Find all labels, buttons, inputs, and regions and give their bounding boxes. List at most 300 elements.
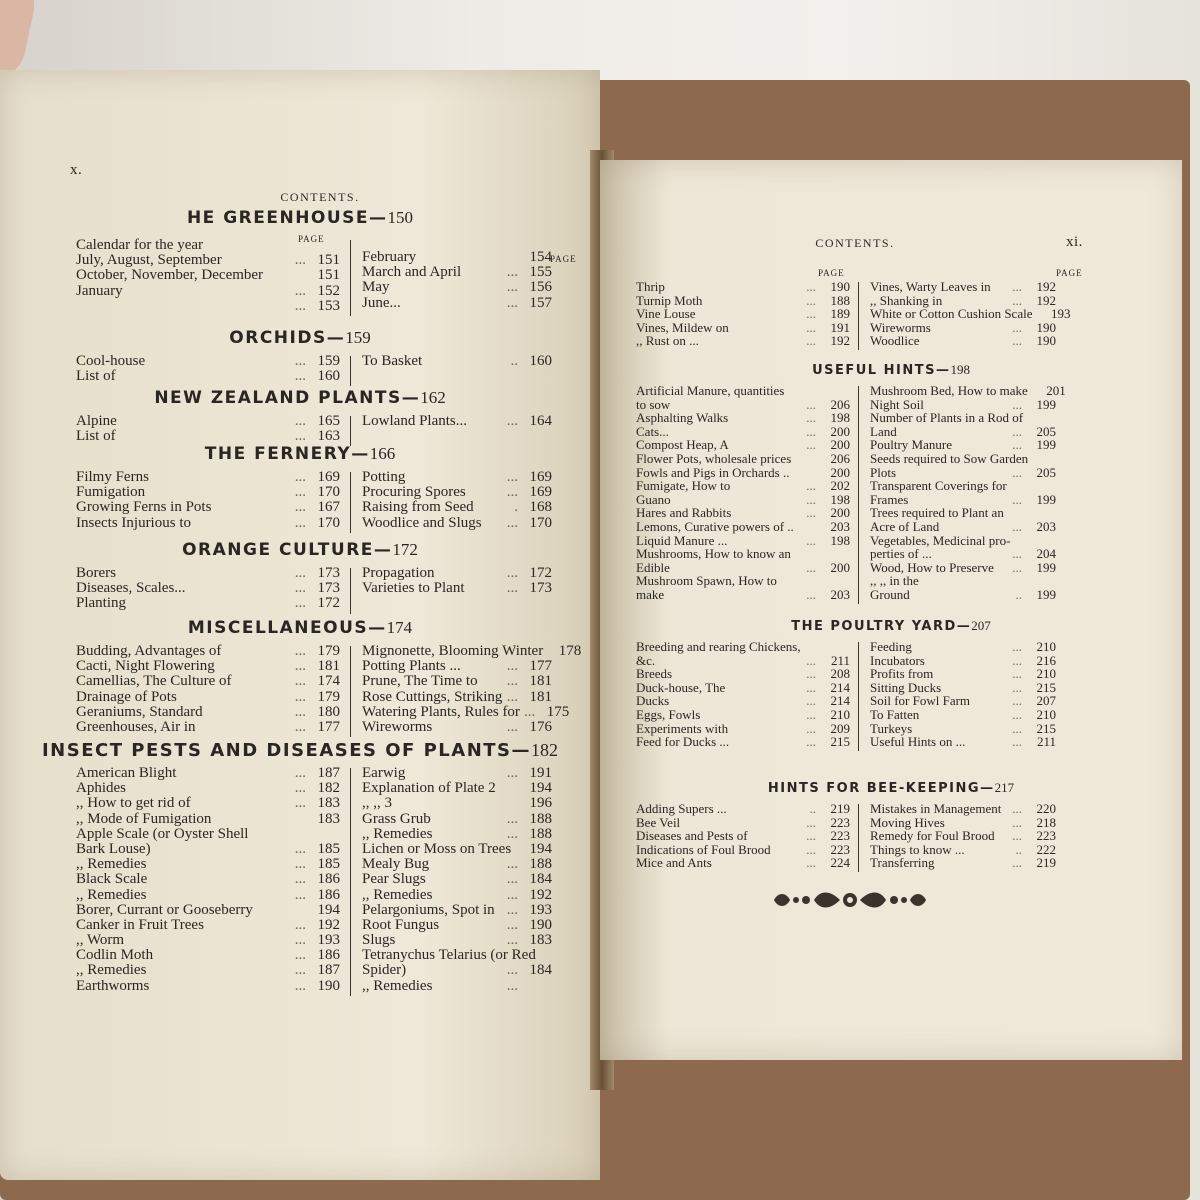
toc-entry-page: 202 (830, 478, 850, 494)
toc-entry (362, 690, 552, 705)
toc-column (362, 414, 552, 429)
toc-entry (362, 485, 552, 500)
toc-entry-page: 160 (529, 353, 552, 369)
toc-entry-label: Mealy Bug (362, 856, 430, 873)
toc-entry-label: Frames (870, 491, 909, 507)
toc-entry-leader: ... (806, 841, 816, 857)
toc-entry-label: Planting (76, 595, 127, 612)
toc-entry-label: ,, Remedies (76, 962, 147, 979)
toc-column (636, 802, 850, 870)
toc-entry (870, 802, 1056, 816)
toc-entry (870, 398, 1056, 412)
toc-entry (870, 561, 1056, 575)
toc-entry-leader: ... (806, 279, 816, 294)
toc-entry-page: 167 (317, 499, 340, 516)
toc-entry-label: Experiments with (636, 720, 729, 736)
toc-entry (870, 493, 1056, 507)
toc-entry-label: Duck-house, The (636, 679, 726, 695)
toc-entry (362, 948, 552, 963)
toc-entry (636, 640, 850, 654)
toc-entry-page: 194 (317, 901, 340, 918)
toc-entry-leader: ... (294, 643, 306, 659)
toc-entry (870, 856, 1056, 870)
toc-entry (362, 674, 552, 689)
toc-entry-page: 181 (529, 688, 552, 705)
column-rule (858, 642, 859, 751)
toc-entry-label: Flower Pots, wholesale prices (636, 450, 792, 466)
toc-entry-label: Apple Scale (or Oyster Shell (76, 825, 249, 842)
toc-entry-leader: ... (806, 734, 816, 750)
toc-entry-page: 223 (830, 841, 850, 857)
toc-entry-leader: ... (506, 856, 518, 873)
toc-entry-label: Propagation (362, 565, 435, 581)
toc-entry-label: Night Soil (870, 396, 924, 412)
toc-entry-label: ,, Remedies (362, 825, 433, 842)
toc-entry-leader: ... (1012, 666, 1022, 682)
toc-entry (870, 547, 1056, 561)
toc-entry (870, 466, 1056, 480)
toc-entry-label: Earwig (362, 765, 406, 781)
toc-entry-leader: ... (806, 828, 816, 844)
toc-entry-page: 164 (529, 413, 552, 429)
toc-entry (76, 766, 340, 781)
toc-entry (76, 470, 340, 485)
toc-entry-leader: ... (506, 469, 518, 485)
toc-entry-page: 179 (317, 688, 340, 705)
toc-entry (870, 640, 1056, 654)
column-rule (858, 804, 859, 872)
section-title (0, 540, 600, 560)
toc-entry-label: Soil for Fowl Farm (870, 693, 971, 709)
toc-entry-page: 206 (830, 396, 850, 412)
toc-entry-leader: ... (806, 532, 816, 548)
toc-entry-leader: ... (1012, 734, 1022, 750)
toc-entry-page: 180 (317, 703, 340, 720)
toc-entry (76, 354, 340, 369)
toc-entry (76, 872, 340, 887)
toc-entry (636, 280, 850, 294)
toc-entry (76, 705, 340, 720)
toc-entry-label: Prune, The Time to (362, 673, 478, 690)
toc-column (76, 644, 340, 735)
toc-entry-page: 219 (1036, 855, 1056, 871)
toc-entry-leader: ... (506, 810, 518, 827)
toc-entry (76, 238, 340, 253)
toc-entry-label: ,, ,, 3 (362, 795, 392, 812)
toc-entry-label: Indications of Foul Brood (636, 841, 771, 857)
toc-column (362, 250, 552, 311)
toc-entry-leader: ... (506, 580, 518, 597)
toc-entry-page: 194 (529, 840, 552, 857)
toc-entry-leader: ... (806, 478, 816, 494)
toc-entry (76, 933, 340, 948)
toc-entry-label: January (76, 282, 123, 299)
toc-entry (362, 766, 552, 781)
toc-entry-page: 204 (1036, 546, 1056, 562)
toc-entry (636, 438, 850, 452)
toc-entry-page: 200 (830, 464, 850, 480)
toc-entry-page: 223 (1036, 828, 1056, 844)
folio-right: xi. (1066, 234, 1083, 250)
toc-entry-label: Woodlice and Slugs (362, 514, 482, 531)
toc-entry-label: List of (76, 368, 116, 385)
toc-entry-page: 187 (317, 962, 340, 979)
toc-entry-leader: ... (806, 679, 816, 695)
toc-entry-page: 170 (317, 514, 340, 531)
toc-entry-label: Black Scale (76, 871, 148, 888)
toc-entry-leader: ... (506, 765, 518, 781)
toc-entry (870, 722, 1056, 736)
column-rule (350, 768, 351, 996)
column-rule (350, 416, 351, 446)
section-title-text: NEW ZEALAND PLANTS (154, 388, 402, 408)
toc-entry-page: 218 (1036, 814, 1056, 830)
toc-entry (636, 506, 850, 520)
toc-entry-leader: ... (506, 962, 518, 979)
toc-entry-label: Woodlice (870, 333, 920, 349)
toc-entry-page: 154 (529, 249, 552, 265)
toc-entry-label: Growing Ferns in Pots (76, 499, 212, 516)
toc-entry-leader: ... (294, 856, 306, 873)
toc-entry-label: ,, Mode of Fumigation (76, 810, 212, 827)
toc-entry-label: Grass Grub (362, 810, 431, 827)
toc-entry-leader: ... (1012, 491, 1022, 507)
toc-entry-leader: ... (506, 977, 518, 994)
toc-entry-page: 155 (529, 264, 552, 281)
section-title-dash: — (935, 363, 951, 378)
toc-entry-label: Edible (636, 559, 670, 575)
toc-entry-page: 188 (830, 292, 850, 308)
toc-entry-page: 183 (317, 810, 340, 827)
toc-entry-leader: ... (806, 491, 816, 507)
toc-entry (870, 334, 1056, 348)
toc-entry-leader: ... (294, 353, 306, 369)
toc-entry-page: 207 (1036, 693, 1056, 709)
section-title-text: HINTS FOR BEE-KEEPING (767, 781, 981, 796)
section-title-dash: — (511, 740, 532, 761)
toc-entry-label: Greenhouses, Air in (76, 718, 196, 735)
toc-entry-label: Insects Injurious to (76, 514, 191, 531)
toc-column (870, 640, 1056, 749)
toc-entry-label: Turnip Moth (636, 292, 703, 308)
toc-entry-page: 185 (317, 840, 340, 857)
toc-entry-leader: ... (294, 947, 306, 964)
toc-entry-page: 186 (317, 947, 340, 964)
toc-entry-page: 188 (529, 856, 552, 873)
toc-entry (362, 354, 552, 369)
section-title-text: THE FERNERY (204, 444, 352, 464)
toc-entry (870, 667, 1056, 681)
toc-entry (76, 566, 340, 581)
toc-entry-leader: .. (809, 801, 816, 816)
toc-entry-leader: ... (294, 484, 306, 501)
toc-entry-page: 151 (317, 267, 340, 284)
toc-entry-label: ,, Shanking in (870, 292, 943, 308)
toc-entry-label: Root Fungus (362, 916, 440, 933)
toc-entry-leader: ... (806, 559, 816, 575)
toc-entry-label: Liquid Manure ... (636, 532, 728, 548)
section-title-text: USEFUL HINTS (812, 363, 936, 378)
toc-entry (636, 425, 850, 439)
toc-entry-label: Seeds required to Sow Garden (870, 450, 1029, 466)
toc-entry-leader: ... (1012, 319, 1022, 335)
toc-entry-page: 192 (830, 333, 850, 349)
toc-column (870, 802, 1056, 870)
toc-entry-leader: ... (506, 901, 518, 918)
toc-entry-leader: ... (806, 306, 816, 322)
toc-entry-leader: ... (294, 297, 306, 314)
toc-entry-leader: ... (806, 410, 816, 426)
toc-entry-label: Mushroom Spawn, How to (636, 573, 777, 589)
toc-entry (636, 681, 850, 695)
toc-entry (76, 963, 340, 978)
section-title-dash: — (373, 540, 393, 560)
section-title-dash: — (351, 444, 370, 464)
toc-entry-label: Borers (76, 565, 116, 581)
toc-entry-page: 192 (529, 886, 552, 903)
toc-entry (636, 411, 850, 425)
section-title-page: 182 (531, 740, 559, 760)
section-title-text: ORCHIDS (229, 328, 327, 348)
section-title (0, 444, 600, 464)
toc-entry (362, 703, 570, 720)
toc-entry (76, 369, 340, 384)
toc-entry-label: make (636, 586, 665, 602)
toc-entry-label: Remedy for Foul Brood (870, 828, 995, 844)
toc-column (76, 238, 340, 314)
toc-entry (76, 414, 340, 429)
toc-entry-label: Useful Hints on ... (870, 734, 966, 750)
toc-entry-leader: ... (294, 795, 306, 812)
toc-entry-page: 190 (830, 279, 850, 294)
toc-entry-page: 220 (1036, 801, 1056, 816)
toc-entry-page: 203 (830, 518, 850, 534)
toc-entry-label: Moving Hives (870, 814, 945, 830)
toc-entry-page: 189 (830, 306, 850, 322)
section-title (0, 208, 600, 228)
toc-entry-page: 214 (830, 693, 850, 709)
toc-entry-leader: ... (294, 514, 306, 531)
toc-entry (76, 781, 340, 796)
toc-entry-label: July, August, September (76, 252, 222, 269)
toc-entry-label: Number of Plants in a Rod of (870, 410, 1024, 426)
toc-entry-label: Incubators (870, 652, 925, 668)
toc-entry-label: Vine Louse (636, 306, 696, 322)
toc-column (870, 279, 1071, 349)
toc-entry (870, 452, 1056, 466)
toc-entry (362, 250, 552, 265)
toc-entry (76, 888, 340, 903)
toc-entry-leader: ... (294, 840, 306, 857)
toc-entry-page: 198 (830, 491, 850, 507)
section-title-page: 207 (971, 618, 991, 633)
toc-entry-label: Drainage of Pots (76, 688, 177, 705)
toc-entry-page: 152 (317, 282, 340, 299)
toc-entry-page: 190 (529, 916, 552, 933)
toc-entry-leader: . (514, 499, 518, 516)
toc-entry-label: Plots (870, 464, 897, 480)
toc-entry (636, 654, 850, 668)
toc-entry-page: 170 (317, 484, 340, 501)
column-rule (350, 472, 351, 533)
toc-entry-leader: ... (294, 580, 306, 597)
toc-entry-label: Things to know ... (870, 841, 965, 857)
toc-entry (870, 321, 1056, 335)
toc-entry (76, 644, 340, 659)
toc-column (362, 643, 582, 735)
toc-entry-label: perties of ... (870, 546, 932, 562)
toc-entry-label: &c. (636, 652, 656, 668)
toc-entry-page: 183 (317, 795, 340, 812)
toc-entry-label: Artificial Manure, quantities (636, 383, 785, 398)
toc-entry-page: 208 (830, 666, 850, 682)
toc-entry (870, 438, 1056, 452)
toc-entry-leader: ... (294, 916, 306, 933)
toc-entry-page: 190 (1036, 319, 1056, 335)
toc-entry-label: Mistakes in Management (870, 801, 1002, 816)
toc-entry-leader: ... (294, 703, 306, 720)
toc-entry-leader: ... (506, 825, 518, 842)
toc-entry-page: 224 (830, 855, 850, 871)
page-column-header: PAGE (1056, 268, 1083, 278)
toc-entry-page: 172 (317, 595, 340, 612)
toc-entry-label: ,, Worm (76, 932, 125, 949)
toc-entry-leader: ... (806, 693, 816, 709)
toc-entry (362, 812, 552, 827)
toc-entry-page: 200 (830, 423, 850, 439)
toc-entry-page: 215 (1036, 679, 1056, 695)
toc-entry-page: 192 (1036, 279, 1056, 294)
toc-entry-leader: ... (506, 294, 518, 311)
toc-entry-label: Ground (870, 586, 910, 602)
toc-entry-leader: .. (1015, 586, 1022, 602)
toc-entry-label: to sow (636, 396, 671, 412)
toc-entry (76, 720, 340, 735)
section-title-text: ORANGE CULTURE (182, 540, 374, 560)
toc-entry-label: Breeding and rearing Chickens, (636, 639, 801, 654)
toc-entry-label: Transferring (870, 855, 935, 871)
toc-entry-leader: ... (294, 932, 306, 949)
toc-entry-label: Poultry Manure (870, 437, 952, 453)
toc-entry-leader: ... (1012, 652, 1022, 668)
toc-entry (870, 574, 1056, 588)
toc-entry-page: 210 (830, 706, 850, 722)
column-rule (350, 356, 351, 386)
toc-entry-page: 193 (1050, 306, 1071, 322)
toc-entry (362, 265, 552, 280)
toc-entry (636, 574, 850, 588)
toc-entry-page: 191 (529, 765, 552, 781)
toc-entry-leader: ... (294, 595, 306, 612)
toc-entry-page: 168 (529, 499, 552, 516)
toc-entry-page: 176 (529, 718, 552, 735)
toc-entry-label: Acre of Land (870, 518, 940, 534)
toc-entry (870, 681, 1056, 695)
column-rule (858, 386, 859, 604)
toc-entry-label: Eggs, Fowls (636, 706, 701, 722)
toc-entry-leader: ... (294, 886, 306, 903)
toc-entry (76, 500, 340, 515)
toc-entry (636, 547, 850, 561)
toc-entry-page: 191 (830, 319, 850, 335)
toc-entry-page: 183 (529, 932, 552, 949)
toc-entry-leader: ... (1012, 814, 1022, 830)
section-title-page: 172 (392, 540, 418, 559)
toc-entry-label: American Blight (76, 765, 177, 781)
toc-entry (636, 534, 850, 548)
toc-entry-page: 175 (546, 703, 570, 720)
toc-entry (76, 516, 340, 531)
toc-entry-label: Adding Supers ... (636, 801, 727, 816)
toc-entry (636, 479, 850, 493)
toc-entry (636, 466, 850, 480)
toc-entry-page: 199 (1036, 396, 1056, 412)
toc-entry-leader: ... (294, 413, 306, 429)
section-title-dash: — (980, 781, 995, 796)
toc-entry (636, 384, 850, 398)
toc-entry (362, 918, 552, 933)
page-column-header: PAGE (818, 268, 845, 278)
toc-entry (76, 253, 340, 268)
toc-entry (870, 735, 1056, 749)
toc-entry-leader: ... (506, 718, 518, 735)
section-title-page: 150 (387, 208, 414, 227)
toc-entry-page: 163 (317, 428, 340, 445)
toc-entry-leader: ... (806, 333, 816, 349)
toc-entry-label: Filmy Ferns (76, 469, 149, 485)
toc-entry-label: June... (362, 294, 401, 311)
toc-entry (636, 667, 850, 681)
toc-entry-page: 173 (529, 580, 552, 597)
toc-entry-label: Fumigate, How to (636, 478, 731, 494)
toc-entry-label: ,, Remedies (362, 977, 433, 994)
toc-entry-label: Bee Veil (636, 814, 681, 830)
toc-entry-label: Mice and Ants (636, 855, 712, 871)
toc-entry (362, 581, 552, 596)
section-title-text: THE POULTRY YARD (791, 619, 957, 634)
toc-column (636, 384, 850, 602)
toc-entry (870, 816, 1056, 830)
toc-entry-leader: ... (1012, 396, 1022, 412)
toc-entry-page: 187 (317, 765, 340, 781)
toc-entry (870, 588, 1056, 602)
toc-entry-label: Rose Cuttings, Striking (362, 688, 503, 705)
toc-entry-page: 173 (317, 565, 340, 581)
toc-entry (636, 398, 850, 412)
toc-entry (870, 708, 1056, 722)
toc-entry-page: 199 (1036, 586, 1056, 602)
toc-entry-label: ,, Rust on ... (636, 333, 699, 349)
toc-entry (636, 334, 850, 348)
toc-entry (362, 296, 552, 311)
toc-entry-page: 215 (1036, 720, 1056, 736)
toc-entry (870, 280, 1056, 294)
toc-entry-page: 190 (317, 977, 340, 994)
toc-entry (870, 506, 1056, 520)
section-title-text: MISCELLANEOUS (187, 618, 369, 638)
toc-entry (636, 708, 850, 722)
toc-entry-page: 177 (317, 718, 340, 735)
toc-column (870, 383, 1066, 602)
toc-entry-page: 200 (830, 559, 850, 575)
toc-entry (76, 948, 340, 963)
toc-entry-label: Spider) (362, 962, 407, 979)
toc-entry (362, 842, 552, 857)
toc-entry-label: Wood, How to Preserve (870, 559, 994, 575)
toc-entry-leader: ... (1012, 279, 1022, 294)
toc-entry-label: Raising from Seed (362, 499, 474, 516)
toc-entry-label: Slugs (362, 932, 396, 949)
